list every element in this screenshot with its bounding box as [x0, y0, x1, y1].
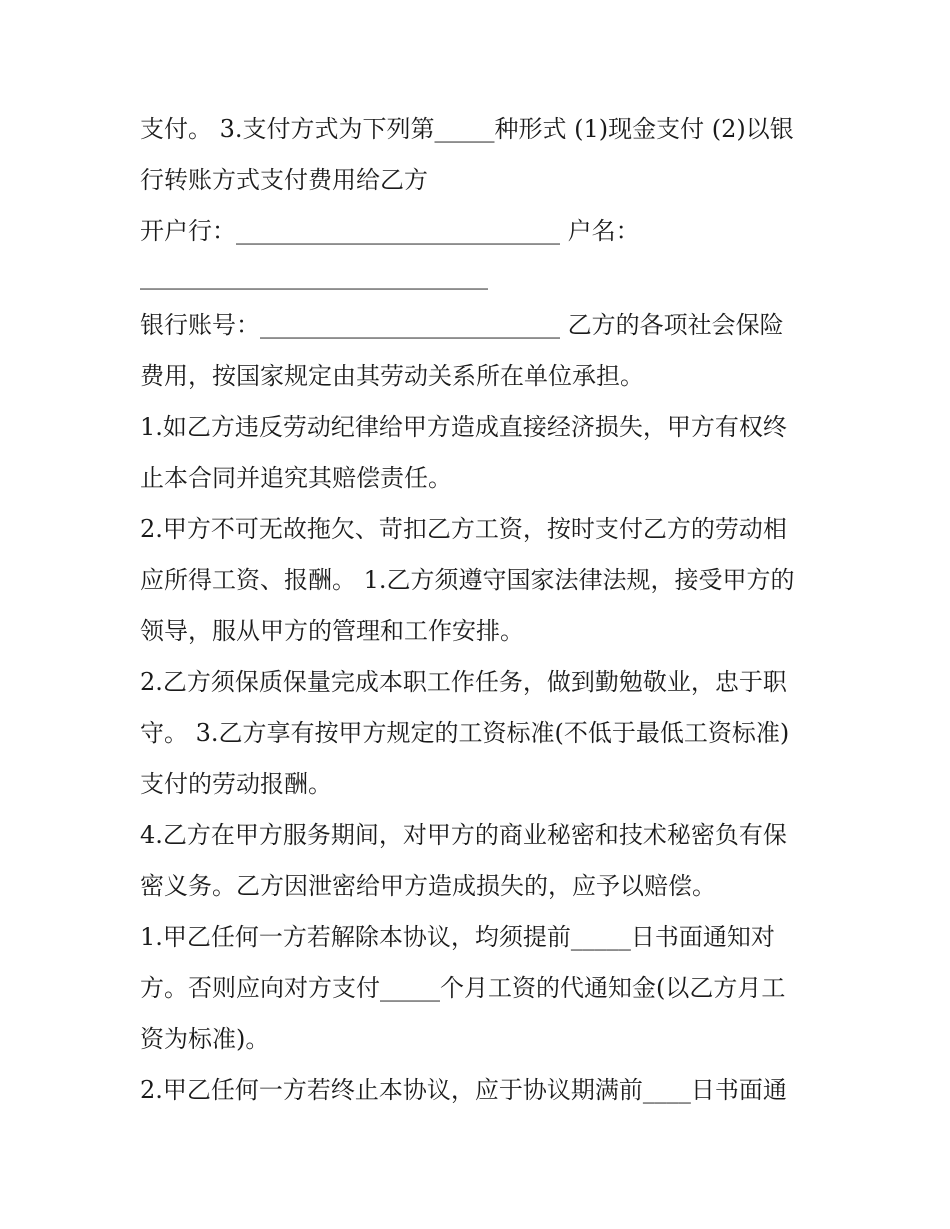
- text-line: 2.甲乙任何一方若终止本协议，应于协议期满前____日书面通: [140, 1076, 787, 1104]
- text-line: 4.乙方在甲方服务期间，对甲方的商业秘密和技术秘密负有保: [140, 821, 787, 849]
- text-line: 密义务。乙方因泄密给甲方造成损失的，应予以赔偿。: [140, 872, 716, 900]
- text-line: 领导，服从甲方的管理和工作安排。: [140, 617, 524, 645]
- text-line: _____________________________: [140, 262, 488, 290]
- text-line: 守。 3.乙方享有按甲方规定的工资标准(不低于最低工资标准): [140, 719, 790, 747]
- text-line: 银行账号：_________________________ 乙方的各项社会保险: [140, 311, 784, 339]
- text-line: 开户行：___________________________ 户名：: [140, 217, 640, 245]
- text-line: 方。否则应向对方支付_____个月工资的代通知金(以乙方月工: [140, 974, 786, 1002]
- text-line: 2.甲方不可无故拖欠、苛扣乙方工资，按时支付乙方的劳动相: [140, 515, 787, 543]
- text-line: 止本合同并追究其赔偿责任。: [140, 464, 452, 492]
- text-line: 1.甲乙任何一方若解除本协议，均须提前_____日书面通知对: [140, 923, 775, 951]
- text-line: 应所得工资、报酬。 1.乙方须遵守国家法律法规，接受甲方的: [140, 566, 795, 594]
- text-line: 支付。 3.支付方式为下列第_____种形式 (1)现金支付 (2)以银: [140, 115, 794, 143]
- text-line: 支付的劳动报酬。: [140, 770, 332, 798]
- text-line: 2.乙方须保质保量完成本职工作任务，做到勤勉敬业，忠于职: [140, 668, 787, 696]
- text-line: 资为标准)。: [140, 1025, 270, 1053]
- text-line: 1.如乙方违反劳动纪律给甲方造成直接经济损失，甲方有权终: [140, 413, 787, 441]
- text-line: 费用，按国家规定由其劳动关系所在单位承担。: [140, 362, 644, 390]
- text-line: 行转账方式支付费用给乙方: [140, 166, 428, 194]
